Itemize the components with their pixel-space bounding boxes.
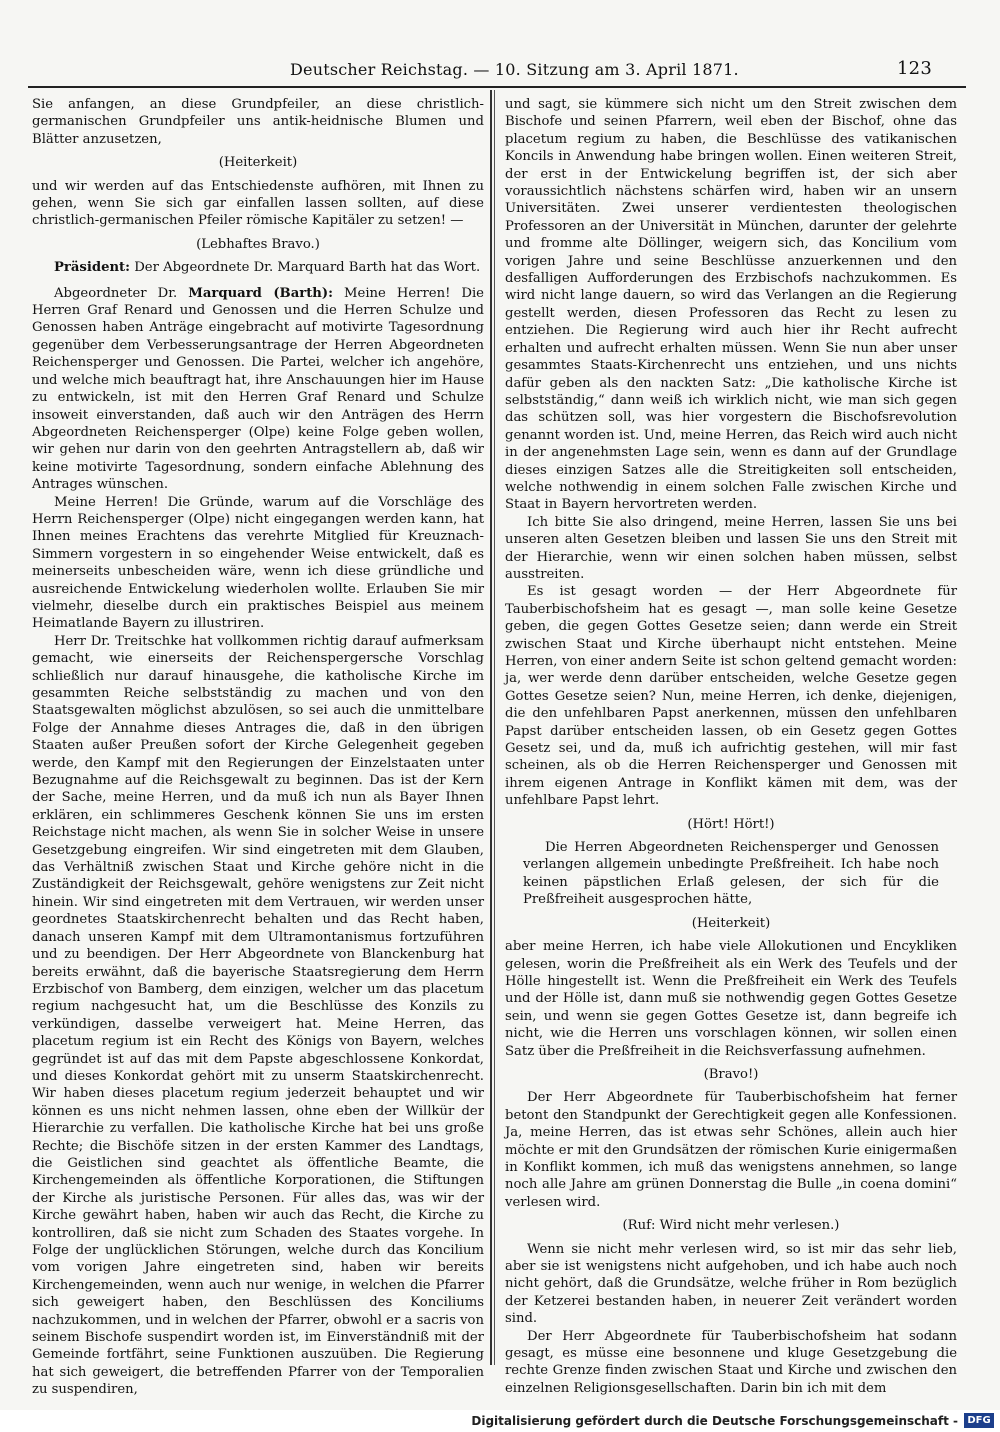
header-rule [28,86,966,88]
paragraph [32,259,484,276]
reaction: (Ruf: Wird nicht mehr verlesen.) [622,1218,840,1234]
reaction: (Heiterkeit) [218,155,298,171]
dfg-logo: DFG [964,1413,994,1428]
paragraph: Der Herr Abgeordnete für Tauberbischofsheim hat sodann gesagt, es müsse eine besonnene und kluge Gesetzgebung die rechte Grenze finden zwischen Staat und Kirche und zwischen den einzelnen Religionsgesellschaften. Darin bin ich mit dem [505,1328,957,1396]
reaction: (Hört! Hört!) [687,816,775,832]
page-number: 123 [897,58,932,79]
paragraph: und wir werden auf das Entschiedenste aufhören, mit Ihnen zu gehen, wenn Sie sich gar einfallen lassen sollten, auf diese christlich-germanischen Pfeiler römische Kapitäler zu setzen! — [32,178,484,229]
speech-text: Der Abgeordnete Dr. Marquard Barth hat das Wort. [134,260,481,276]
speaker-name: Präsident: [54,260,131,276]
paragraph: Sie anfangen, an diese Grundpfeiler, an diese christlich-germanischen Grundpfeiler uns antik-heidnische Blumen und Blätter anzusetzen, [32,97,484,147]
right-column [505,96,957,1397]
paragraph: Der Herr Abgeordnete für Tauberbischofsheim hat ferner betont den Standpunkt der Gerechtigkeit gegen alle Konfessionen. Ja, meine Herren, das ist etwas sehr Schönes, allein auch hier möchte er mit den Grundsätzen der römischen Kurie einigermaßen in Konflikt kommen, ich muß das wenigstens annehmen, so lange noch alle Jahre am grünen Donnerstag die Bulle „in coena domini“ verlesen wird. [505,1090,957,1210]
column-divider [490,90,492,1365]
digitization-footer [0,1410,1000,1432]
left-column [32,96,484,1399]
paragraph: Es ist gesagt worden — der Herr Abgeordnete für Tauberbischofsheim hat es gesagt —, man solle keine Gesetze geben, die gegen Gottes Gesetze seien; dann werde ein Streit zwischen Staat und Kirche überhaupt nicht entstehen. Meine Herren, von einer andern Seite ist schon geltend gemacht worden: ja, wer werde denn darüber entscheiden, welche Gesetze gegen Gottes Gesetze seien? Nun, meine Herren, ich denke, diejenigen, die den unfehlbaren Papst anerkennen, müssen den unfehlbaren Papst darüber entscheiden lassen, ob ein Gesetz gegen Gottes Gesetz sei, und da, muß ich aufrichtig gestehen, will mir fast scheinen, als ob die Herren Reichensperger und Genossen mit ihrem eigenen Antrage in Konflikt kämen mit dem, was der unfehlbare Papst lehrt. [505,584,957,809]
funding-credit: Digitalisierung gefördert durch die Deutsche Forschungsgemeinschaft - [471,1414,958,1428]
paragraph: Die Herren Abgeordneten Reichensperger und Genossen verlangen allgemein unbedingte Preßfreiheit. Ich habe noch keinen päpstlichen Erlaß gelesen, der sich für die Preßfreiheit ausgesprochen hätte, [523,840,939,908]
header-title: Deutscher Reichstag. — 10. Sitzung am 3. April 1871. [290,60,739,79]
paragraph [32,285,484,494]
speaker-intro: Abgeordneter Dr. [54,285,178,301]
reaction: (Heiterkeit) [691,915,771,931]
speaker-name: Marquard (Barth): [188,285,333,301]
column-divider [494,90,495,1365]
paragraph: Meine Herren! Die Gründe, warum auf die Vorschläge des Herrn Reichensperger (Olpe) nicht eingegangen werden kann, hat Ihnen meines Erachtens das verehrte Mitglied für Kreuznach-Simmern vorgestern in so eingehender Weise entwickelt, daß es meinerseits unbescheiden wäre, wenn ich diese gründliche und ausreichende Entwickelung wiederholen wollte. Erlauben Sie mir vielmehr, dieselbe durch ein praktisches Beispiel aus meinem Heimatlande Bayern zu illustriren. [32,494,484,632]
paragraph: aber meine Herren, ich habe viele Allokutionen und Encykliken gelesen, worin die Preßfreiheit als ein Werk des Teufels und der Hölle hingestellt ist. Wenn die Preßfreiheit ein Werk des Teufels und der Hölle ist, dann muß sie nothwendig gegen Gottes Gesetze sein, und wenn sie gegen Gottes Gesetze ist, dann begreife ich nicht, wie die Herren uns vorschlagen können, wir sollen einen Satz über die Preßfreiheit in die Reichsverfassung aufnehmen. [505,939,957,1059]
reaction: (Bravo!) [703,1066,759,1082]
paragraph: Herr Dr. Treitschke hat vollkommen richtig darauf aufmerksam gemacht, wie einerseits der Reichenspergersche Vorschlag schließlich nur darauf hinausgehe, die katholische Kirche im gesammten Reiche selbstständig zu machen und von den Staatsgewalten möglichst abzulösen, so sei auch die unmittelbare Folge der Annahme dieses Antrages die, daß in den übrigen Staaten außer Preußen sofort der Kirche Gelegenheit gegeben werde, den Kampf mit den Regierungen der Einzelstaaten unter Bezugnahme auf die Reichsgewalt zu beginnen. Das ist der Kern der Sache, meine Herren, und da muß ich nun als Bayer Ihnen erklären, ein schlimmeres Geschenk können Sie uns im ersten Reichstage nicht machen, als wenn Sie in solcher Weise in unsere Gesetzgebung eingreifen. Wir sind eingetreten mit dem Glauben, das Verhältniß zwischen Staat und Kirche gehöre nicht in die Zuständigkeit der Reichsgewalt, gehöre wenigstens zur Zeit nicht hinein. Wir sind eingetreten mit dem Vertrauen, wir werden unser geordnetes Staatskirchenrecht behalten und das Recht haben, danach unseren Kampf mit dem Ultramontanismus fortzuführen und zu beendigen. Der Herr Abgeordnete von Blanckenburg hat bereits erwähnt, daß die bayerische Staatsregierung dem Herrn Erzbischof von Bamberg, dem einzigen, welcher um das placetum regium nachgesucht hat, um die Beschlüsse des Konzils zu verkündigen, dasselbe verweigert hat. Meine Herren, das placetum regium ist ein Recht des Königs von Bayern, welches gegründet ist auf das mit dem Papste abgeschlossene Konkordat, und dieses Konkordat gehört mit zu unserm Staatskirchenrecht. Wir haben dieses placetum regium jederzeit behauptet und wir können es uns nicht nehmen lassen, ohne eben der Willkür der Hierarchie zu verfallen. Die katholische Kirche hat bei uns große Rechte; die Bischöfe sitzen in der ersten Kammer des Landtags, die Geistlichen sind geachtet als öffentliche Beamte, die Kirchengemeinden als öffentliche Korporationen, die Stiftungen der Kirche als juristische Personen. Für alles das, was wir der Kirche gewährt haben, haben wir auch das Recht, die Kirche zu kontrolliren, daß sie nicht zum Schaden des Staates vorgehe. In Folge der unglücklichen Störungen, welche durch das Koncilium vom vorigen Jahre eingetreten sind, haben wir bereits Kirchengemeinden, wenn auch nur wenige, in welchen die Pfarrer sich geweigert haben, den Beschlüssen des Konciliums nachzukommen, und in welchen der Pfarrer, obwohl er a sacris von seinem Bischofe suspendirt worden ist, im Einverständniß mit der Gemeinde fortfährt, seine Funktionen auszuüben. Die Regierung hat sich geweigert, die betreffenden Pfarrer von der Temporalien zu suspendiren, [32,633,484,1398]
reaction: (Lebhaftes Bravo.) [196,236,320,252]
page-header [22,58,972,86]
speech-text: Meine Herren! Die Herren Graf Renard und Genossen und die Herren Schulze und Genossen haben Anträge eingebracht auf motivirte Tagesordnung gegenüber dem Verbesserungsantrage der Herren Abgeordneten Reichensperger und Genossen. Die Partei, welcher ich angehöre, und welche mich beauftragt hat, ihre Anschauungen hier im Hause zu entwickeln, ist mit den Herren Graf Renard und Schulze insoweit einverstanden, daß auch wir den Anträgen des Herrn Abgeordneten Reichensperger (Olpe) keine Folge geben wollen, wir gehen nur darin von den geehrten Antragstellern ab, daß wir keine motivirte Tagesordnung, sondern einfache Ablehnung des Antrages wünschen. [32,285,484,493]
paragraph: Ich bitte Sie also dringend, meine Herren, lassen Sie uns bei unseren alten Gesetzen bleiben und lassen Sie uns den Streit mit der Hierarchie, wenn wir einen solchen haben müssen, selbst ausstreiten. [505,514,957,582]
paragraph: Wenn sie nicht mehr verlesen wird, so ist mir das sehr lieb, aber sie ist wenigstens nicht aufgehoben, und ich habe auch noch nicht gehört, daß die Grundsätze, welche früher in Rom bezüglich der Ketzerei bestanden haben, in neuerer Zeit verändert worden sind. [505,1241,957,1327]
paragraph: und sagt, sie kümmere sich nicht um den Streit zwischen dem Bischofe und seinen Pfarrern, weil eben der Bischof, ohne das placetum regium zu haben, die Beschlüsse des vatikanischen Koncils in Anwendung habe bringen wollen. Einen weiteren Streit, der erst in der Entwickelung begriffen ist, der sich aber voraussichtlich nächstens schärfen wird, haben wir an unsern Universitäten. Zwei unserer verdientesten theologischen Professoren an der Universität in München, darunter der gelehrte und fromme alte Döllinger, weigern sich, das Koncilium vom vorigen Jahre und seine Beschlüsse anzuerkennen und den desfalligen Aufforderungen des Erzbischofs nachzukommen. Es wird nicht lange dauern, so wird das Verlangen an die Regierung gestellt werden, diesen Professoren das Recht zu lesen zu entziehen. Die Regierung wird auch hier ihr Recht aufrecht erhalten und aufrecht erhalten müssen. Wenn Sie nun aber unser gesammtes Staats-Kirchenrecht uns entziehen, und uns nichts dafür geben als den nackten Satz: „Die katholische Kirche ist selbstständig,“ dann weiß ich wirklich nicht, wie man sich gegen das schützen soll, was hier vorgestern die Bischofsrevolution genannt worden ist. Und, meine Herren, das Reich wird auch nicht in der angenehmsten Lage sein, wenn es dann auf der Grundlage dieses einzigen Satzes alle die Streitigkeiten soll entscheiden, welche nothwendig in einem solchen Falle zwischen Kirche und Staat in Bayern hervortreten werden. [505,97,957,513]
